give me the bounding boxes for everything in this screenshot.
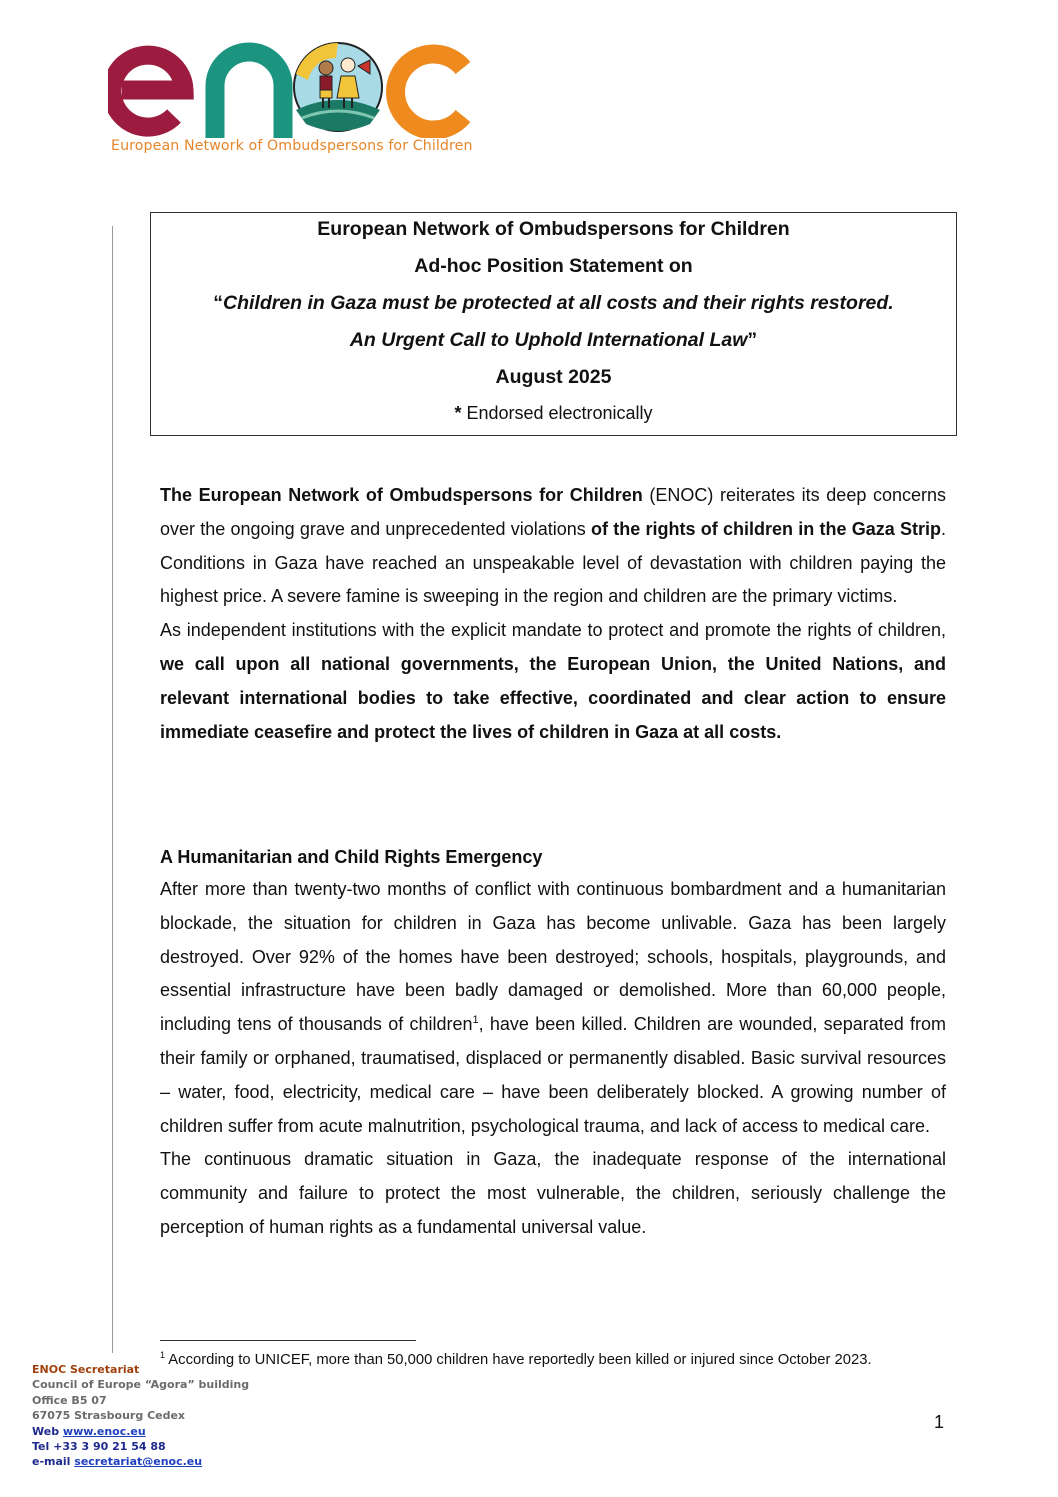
page-number: 1 [934,1412,945,1432]
section-heading: A Humanitarian and Child Rights Emergency [160,847,543,867]
web-link[interactable]: www.enoc.eu [62,1424,146,1438]
footnote-text: According to UNICEF, more than 50,000 children have reportedly been killed or injured since October 2023. [165,1352,872,1368]
section-paragraph-2: The continuous dramatic situation in Gaza, the inadequate response of the international community and failure to protect the most vulnerable, the children, seriously challenge the perception of human rights as a fundamental universal value. [160,1149,946,1237]
intro-p2-text: As independent institutions with the explicit mandate to protect and promote the rights of children, [160,620,946,641]
secretariat-email [32,1454,249,1469]
open-quote: “ [213,292,223,314]
headline-text-2: An Urgent Call to Uphold International Law [349,329,748,351]
secretariat-city: 67075 Strasbourg Cedex [32,1409,186,1423]
email-link[interactable]: secretariat@enoc.eu [74,1455,203,1469]
secretariat-title: ENOC Secretariat [32,1363,140,1376]
email-label: e-mail [32,1455,75,1469]
title-headline-line2 [151,328,956,352]
section-p1-text-1: After more than twenty-two months of conflict with continuous bombardment and a humanitarian blockade, the situation for children in Gaza has become unlivable. Gaza has been largely destroyed. Over 92% of the homes have been destroyed; schools, hospitals, playgrounds, and essential infrastructure have been badly damaged or demolished. More than 60,000 people, including tens of thousands of children [160,879,946,1035]
title-organization: European Network of Ombudspersons for Children [317,218,790,240]
headline-text-1: Children in Gaza must be protected at all costs and their rights restored. [223,292,894,314]
intro-p1-bold-1: The European Network of Ombudspersons for Children [160,485,643,505]
enoc-logo [108,38,478,158]
section-p1-text-2: , have been killed. Children are wounded, separated from their family or orphaned, traumatised, displaced or permanently disabled. Basic survival resources – water, food, electricity, medical care – have been deliberately blocked. A growing number of children suffer from acute malnutrition, psychological trauma, and lack of access to medical care. [160,1014,947,1136]
intro-p1-text-1: (ENOC) reiterates its deep concerns over the ongoing grave and unprecedented violations [160,485,946,539]
close-quote: ” [747,329,758,351]
title-box [150,212,957,436]
secretariat-building: Council of Europe “Agora” building [32,1378,250,1392]
secretariat-address [32,1362,249,1470]
footnote-number: 1 [160,1350,166,1361]
intro-section [160,479,946,749]
enoc-logo-mark-icon [108,38,478,138]
secretariat-tel: Tel +33 3 90 21 54 88 [32,1440,166,1454]
endorse-text: Endorsed electronically [461,403,653,423]
intro-p1-bold-2: of the rights of children in the Gaza Strip [591,518,941,539]
intro-paragraph-1 [160,479,946,614]
margin-rule [112,226,113,1353]
endorse-star: * [454,403,462,423]
footnote-reference[interactable]: 1 [472,1014,479,1027]
intro-p2-bold: we call upon all national governments, the European Union, the United Nations, and relevant international bodies to take effective, coordinated and clear action to ensure immediate ceasefire and protect the lives of children in Gaza at all costs. [160,653,946,742]
title-date: August 2025 [495,366,612,388]
title-headline-line1 [151,291,956,315]
secretariat-web [32,1424,249,1439]
intro-p1-text-2: . Conditions in Gaza have reached an unspeakable level of devastation with children paying the highest price. A severe famine is sweeping in the region and children are the primary victims. [160,518,946,607]
section-body [160,873,946,1245]
title-statement-type: Ad-hoc Position Statement on [414,255,693,277]
logo-tagline: European Network of Ombudspersons for Children [111,138,473,154]
title-endorsement [151,401,956,425]
intro-paragraph-2 [160,614,946,749]
secretariat-office: Office B5 07 [32,1393,107,1407]
footnote [160,1351,872,1369]
web-label: Web [32,1424,63,1438]
footnote-separator [160,1340,416,1341]
section-paragraph-1 [160,873,946,1143]
